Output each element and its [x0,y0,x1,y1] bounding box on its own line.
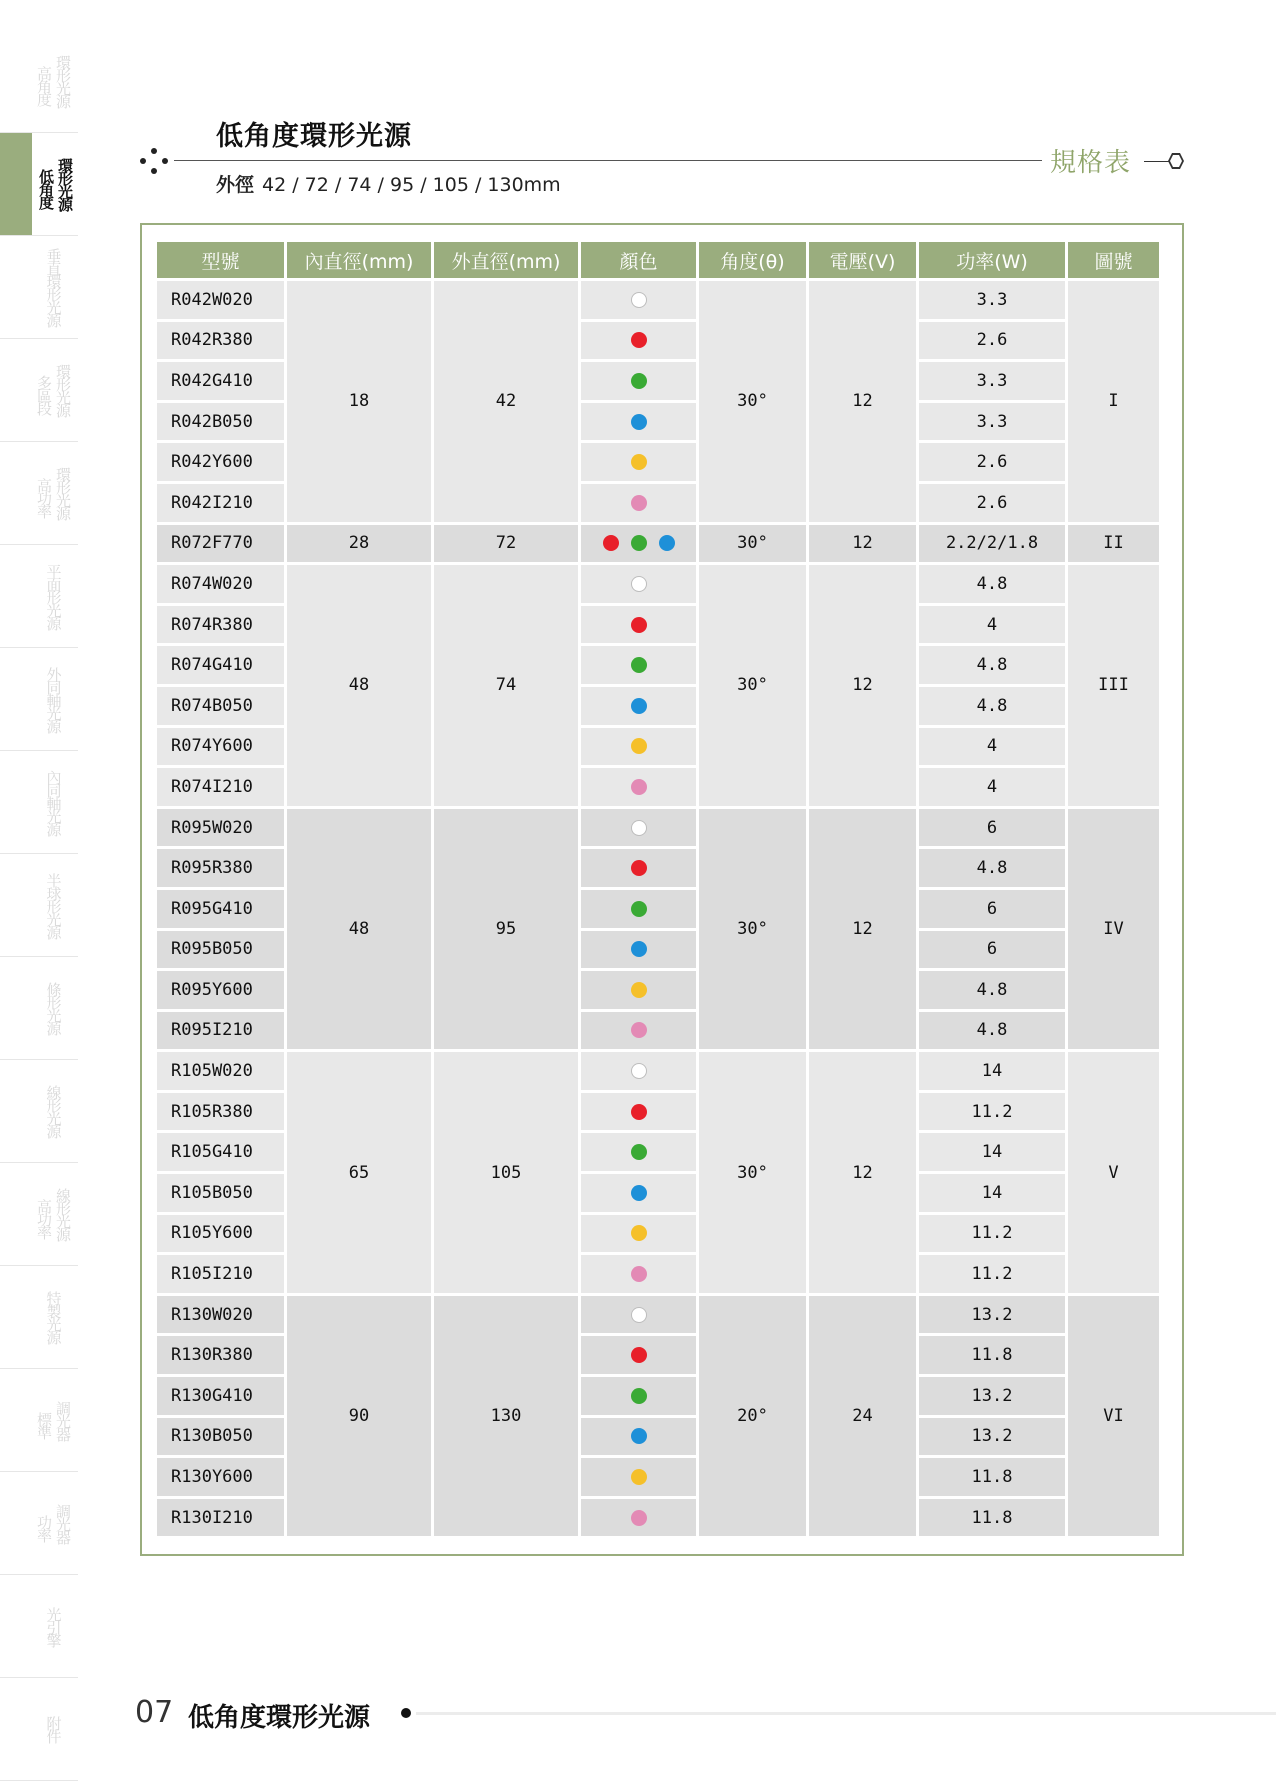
angle-cell: 30° [699,809,806,1050]
model-cell: R095R380 [157,849,284,887]
footer-title: 低角度環形光源 [188,1703,371,1733]
color-cell [581,1377,696,1415]
color-dot-icon [631,1347,647,1363]
rail-item[interactable] [0,648,78,751]
column-header: 電壓(V) [809,242,916,278]
model-cell: R095B050 [157,931,284,969]
column-header: 外直徑(mm) [434,242,578,278]
subtitle [216,170,561,197]
rail-item-inner [45,667,62,732]
color-dot-icon [631,1428,647,1444]
rail-item-label [35,1504,71,1543]
model-cell: R042B050 [157,403,284,441]
color-dot-icon [631,1307,647,1323]
model-cell: R130W020 [157,1296,284,1334]
color-cell [581,1093,696,1131]
rail-item-label-col1: 環形光源 [54,364,72,416]
model-cell: R130B050 [157,1418,284,1456]
model-cell: R105W020 [157,1052,284,1090]
rail-item-label [45,667,62,732]
rail-item-inner [35,1188,71,1240]
model-cell: R130G410 [157,1377,284,1415]
table-row [157,565,1159,603]
subtitle-values: 42 / 72 / 74 / 95 / 105 / 130mm [262,174,561,196]
model-cell: R105G410 [157,1133,284,1171]
power-cell: 4.8 [919,565,1065,603]
color-dot-icon [631,1266,647,1282]
power-cell: 4.8 [919,849,1065,887]
rail-item-label-col1: 調光器 [54,1400,72,1440]
rail-item[interactable] [0,236,78,339]
angle-cell: 20° [699,1296,806,1537]
rail-item-inner [35,1401,71,1440]
rail-item[interactable] [0,854,78,957]
color-cell [581,1296,696,1334]
rail-item-label-col1: 垂直環形光源 [44,248,63,326]
color-cell [581,443,696,481]
rail-item-label-col1: 半球形光源 [44,872,63,938]
inner-diameter-cell: 18 [287,281,431,522]
color-cell [581,1336,696,1374]
page-title: 低角度環形光源 [216,121,412,152]
color-cell [581,1458,696,1496]
model-cell: R072F770 [157,525,284,563]
color-dot-icon [631,617,647,633]
column-header: 型號 [157,242,284,278]
power-cell: 11.2 [919,1093,1065,1131]
rail-item-label-col1: 線形光源 [54,1188,72,1240]
color-dot-icon [631,535,647,551]
power-cell: 11.8 [919,1336,1065,1374]
voltage-cell: 12 [809,525,916,563]
power-cell: 2.2/2/1.8 [919,525,1065,563]
table-row [157,281,1159,319]
model-cell: R074Y600 [157,728,284,766]
power-cell: 13.2 [919,1418,1065,1456]
model-cell: R074I210 [157,768,284,806]
color-cell [581,931,696,969]
model-cell: R130R380 [157,1336,284,1374]
header-divider [174,160,1042,161]
power-cell: 4.8 [919,1012,1065,1050]
rail-item-label [45,1607,62,1646]
rail-item-label-col1: 條形光源 [44,982,63,1034]
inner-diameter-cell: 90 [287,1296,431,1537]
color-dot-icon [631,901,647,917]
model-cell: R042W020 [157,281,284,319]
rail-item-label-col1: 環形光源 [56,158,74,210]
color-cell [581,809,696,847]
footer-divider [416,1712,1276,1715]
rail-item-label [45,1716,62,1742]
rail-item-label-col1: 調光器 [54,1503,72,1543]
color-dot-icon [631,1144,647,1160]
model-cell: R074B050 [157,687,284,725]
model-cell: R074R380 [157,606,284,644]
rail-item-label [35,1401,71,1440]
color-dot-icon [659,535,675,551]
color-cell [581,565,696,603]
column-header: 功率(W) [919,242,1065,278]
model-cell: R130I210 [157,1499,284,1537]
rail-item-inner [45,1607,62,1646]
power-cell: 11.8 [919,1458,1065,1496]
power-cell: 3.3 [919,403,1065,441]
power-cell: 13.2 [919,1377,1065,1415]
power-cell: 6 [919,931,1065,969]
color-cell [581,525,696,563]
color-dot-icon [631,1063,647,1079]
rail-item-label-col1: 光引擎 [44,1606,63,1646]
rail-item-label-col1: 線形光源 [44,1085,63,1137]
rail-item-inner [45,873,62,938]
rail-item-label [35,1188,71,1240]
rail-item-label-col1: 環形光源 [54,467,72,519]
power-cell: 13.2 [919,1296,1065,1334]
rail-item-inner [45,1085,62,1137]
rail-item-inner [45,1291,62,1343]
power-cell: 4.8 [919,687,1065,725]
rail-item-inner [35,467,71,519]
table-row [157,525,1159,563]
rail-item-label-col2: 功率 [35,1514,53,1541]
rail-item-label-col2: 高角度 [35,66,53,105]
footer-bullet [401,1708,411,1718]
outer-diameter-cell: 105 [434,1052,578,1293]
rail-item-label [37,158,73,210]
rail-item[interactable] [0,442,78,545]
model-cell: R042R380 [157,322,284,360]
color-cell [581,322,696,360]
model-cell: R042Y600 [157,443,284,481]
color-dot-icon [631,454,647,470]
power-cell: 2.6 [919,322,1065,360]
power-cell: 6 [919,890,1065,928]
color-cell [581,1133,696,1171]
rail-item-inner [45,982,62,1034]
color-cell [581,403,696,441]
rail-item-label [45,982,62,1034]
figure-cell: III [1068,565,1159,806]
power-cell: 4.8 [919,646,1065,684]
category-rail [0,30,78,1781]
color-dot-icon [631,860,647,876]
column-header: 角度(θ) [699,242,806,278]
angle-cell: 30° [699,1052,806,1293]
rail-item[interactable] [0,133,78,236]
color-dot-icon [631,1022,647,1038]
rail-item-label-col2: 高功率 [35,478,53,517]
color-dot-icon [631,373,647,389]
power-cell: 2.6 [919,443,1065,481]
figure-cell: IV [1068,809,1159,1050]
rail-item-label-col1: 環形光源 [54,55,72,107]
model-cell: R095W020 [157,809,284,847]
color-dot-icon [631,982,647,998]
color-dot-icon [631,1225,647,1241]
rail-item[interactable] [0,545,78,648]
model-cell: R074W020 [157,565,284,603]
rail-item[interactable] [0,30,78,133]
outer-diameter-cell: 130 [434,1296,578,1537]
power-cell: 3.3 [919,362,1065,400]
inner-diameter-cell: 65 [287,1052,431,1293]
color-dot-icon [631,1510,647,1526]
power-cell: 14 [919,1052,1065,1090]
dots-icon [140,148,168,176]
inner-diameter-cell: 28 [287,525,431,563]
color-dot-icon [631,495,647,511]
model-cell: R105B050 [157,1174,284,1212]
color-cell [581,1255,696,1293]
model-cell: R105I210 [157,1255,284,1293]
rail-item-label [35,467,71,519]
color-dot-icon [631,576,647,592]
voltage-cell: 12 [809,809,916,1050]
color-dot-icon [631,414,647,430]
power-cell: 11.2 [919,1215,1065,1253]
rail-item-inner [35,364,71,416]
rail-item[interactable] [0,751,78,854]
rail-item-inner [35,55,71,107]
rail-item-label [45,248,62,326]
angle-cell: 30° [699,525,806,563]
color-dot-icon [631,738,647,754]
model-cell: R042I210 [157,484,284,522]
table-row [157,1296,1159,1334]
spec-table-label: 規格表 [1050,148,1132,178]
table-row [157,809,1159,847]
color-cell [581,849,696,887]
rail-item-label-col1: 特製光源 [44,1291,63,1343]
outer-diameter-cell: 95 [434,809,578,1050]
power-cell: 11.2 [919,1255,1065,1293]
outer-diameter-cell: 72 [434,525,578,563]
color-cell [581,728,696,766]
model-cell: R105R380 [157,1093,284,1131]
color-cell [581,768,696,806]
color-cell [581,1418,696,1456]
color-dot-icon [631,1104,647,1120]
rail-item-label [35,364,71,416]
power-cell: 4 [919,728,1065,766]
color-dot-icon [631,657,647,673]
angle-cell: 30° [699,281,806,522]
page-number: 07 [135,1695,174,1730]
color-cell [581,1012,696,1050]
rail-item-label [45,873,62,938]
color-cell [581,1052,696,1090]
rail-item-label-col1: 內同軸光源 [44,769,63,835]
color-cell [581,1215,696,1253]
rail-item-label [45,770,62,835]
color-cell [581,484,696,522]
rail-item-label [45,1085,62,1137]
color-dot-icon [631,332,647,348]
column-header: 顏色 [581,242,696,278]
figure-cell: VI [1068,1296,1159,1537]
spec-table [154,239,1162,1539]
outer-diameter-cell: 42 [434,281,578,522]
figure-cell: V [1068,1052,1159,1293]
color-cell [581,281,696,319]
power-cell: 4 [919,768,1065,806]
model-cell: R095Y600 [157,971,284,1009]
rail-item-label-col1: 外同軸光源 [44,666,63,732]
power-cell: 2.6 [919,484,1065,522]
model-cell: R095G410 [157,890,284,928]
rail-item-inner [45,248,62,326]
rail-item[interactable] [0,1163,78,1266]
table-row [157,1052,1159,1090]
rail-item[interactable] [0,1472,78,1575]
model-cell: R042G410 [157,362,284,400]
inner-diameter-cell: 48 [287,565,431,806]
rail-item[interactable] [0,1266,78,1369]
rail-item[interactable] [0,1060,78,1163]
color-dot-icon [631,1469,647,1485]
rail-item-label-col2: 高功率 [35,1199,53,1238]
rail-item-inner [45,564,62,629]
rail-item[interactable] [0,957,78,1060]
angle-cell: 30° [699,565,806,806]
rail-item-label [35,55,71,107]
color-dot-icon [603,535,619,551]
color-cell [581,362,696,400]
power-cell: 14 [919,1174,1065,1212]
column-header: 圖號 [1068,242,1159,278]
color-cell [581,890,696,928]
subtitle-label: 外徑 [216,174,255,196]
color-dot-icon [631,292,647,308]
rail-item-label-col2: 多區段 [35,375,53,414]
rail-item[interactable] [0,1678,78,1781]
color-cell [581,1174,696,1212]
voltage-cell: 12 [809,281,916,522]
power-cell: 4 [919,606,1065,644]
figure-cell: I [1068,281,1159,522]
color-cell [581,687,696,725]
table-body [157,281,1159,1536]
rail-item[interactable] [0,1369,78,1472]
model-cell: R105Y600 [157,1215,284,1253]
power-cell: 11.8 [919,1499,1065,1537]
inner-diameter-cell: 48 [287,809,431,1050]
rail-item-label-col2: 標準 [35,1411,53,1438]
voltage-cell: 12 [809,1052,916,1293]
rail-item-inner [45,1716,62,1742]
rail-item[interactable] [0,1575,78,1678]
color-cell [581,971,696,1009]
rail-item-inner [35,1504,71,1543]
rail-item-label-col1: 附件 [44,1716,63,1742]
power-cell: 3.3 [919,281,1065,319]
power-cell: 4.8 [919,971,1065,1009]
rail-item-label [45,1291,62,1343]
power-cell: 6 [919,809,1065,847]
color-dot-icon [631,779,647,795]
column-header: 內直徑(mm) [287,242,431,278]
model-cell: R130Y600 [157,1458,284,1496]
voltage-cell: 12 [809,565,916,806]
color-dot-icon [631,1388,647,1404]
table-header-row [157,242,1159,278]
color-cell [581,606,696,644]
model-cell: R095I210 [157,1012,284,1050]
figure-cell: II [1068,525,1159,563]
color-dot-icon [631,941,647,957]
voltage-cell: 24 [809,1296,916,1537]
rail-item-inner [32,133,78,235]
outer-diameter-cell: 74 [434,565,578,806]
rail-item-label-col2: 低角度 [37,169,55,208]
spec-label-connector [1144,161,1170,162]
color-dot-icon [631,698,647,714]
rail-item[interactable] [0,339,78,442]
model-cell: R074G410 [157,646,284,684]
rail-item-label-col1: 平面形光源 [44,563,63,629]
color-cell [581,1499,696,1537]
color-dot-icon [631,820,647,836]
color-cell [581,646,696,684]
power-cell: 14 [919,1133,1065,1171]
rail-item-label [45,564,62,629]
color-dot-icon [631,1185,647,1201]
rail-item-inner [45,770,62,835]
